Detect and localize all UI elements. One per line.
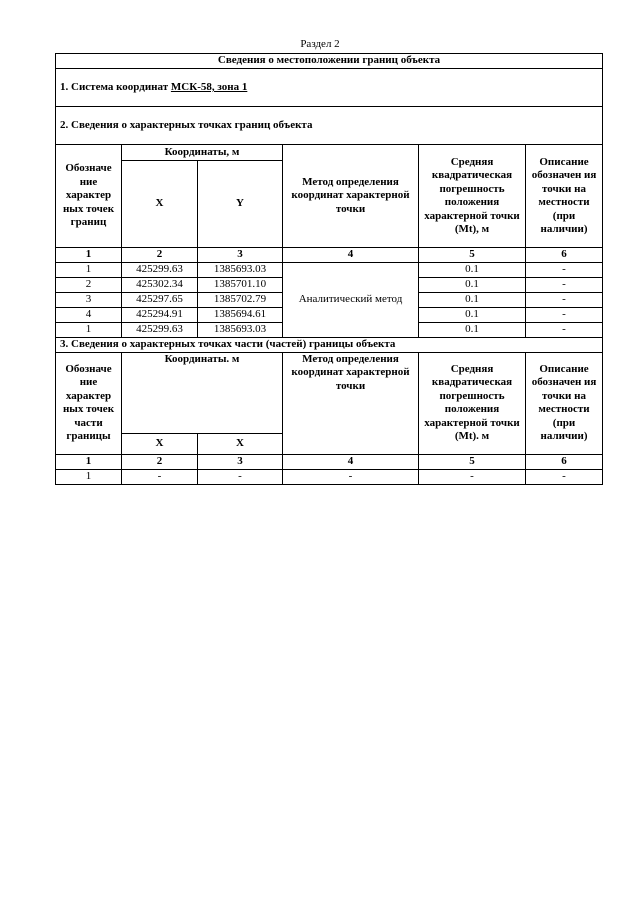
point-id: 1: [56, 323, 122, 338]
col-number: 3: [198, 248, 283, 263]
col-number: 4: [283, 454, 419, 469]
point-y: 1385702.79: [198, 293, 283, 308]
part-col-method-header: Метод определения координат характерной точки: [283, 352, 419, 454]
col-number: 5: [419, 454, 526, 469]
part-title: 3. Сведения о характерных точках части (частей) границы объекта: [56, 338, 603, 353]
part-point-x: -: [122, 469, 198, 484]
col-number: 6: [526, 248, 603, 263]
part-point-y: -: [198, 469, 283, 484]
part-col-description-header: Описание обозначен ия точки на местности (при наличии): [526, 352, 603, 454]
point-id: 3: [56, 293, 122, 308]
point-y: 1385694.61: [198, 308, 283, 323]
point-error: 0.1: [419, 263, 526, 278]
points-title: 2. Сведения о характерных точках границ объекта: [56, 107, 603, 145]
point-y: 1385693.03: [198, 263, 283, 278]
part-col-error-header: Средняя квадратическая погрешность положения характерной точки (Mt). м: [419, 352, 526, 454]
coord-system-value: МСК-58, зона 1: [170, 80, 248, 93]
point-error: 0.1: [419, 293, 526, 308]
col-designation-header: Обозначе ние характер ных точек границ: [56, 145, 122, 248]
part-col-coords-header: Координаты. м: [122, 352, 283, 433]
point-x: 425299.63: [122, 323, 198, 338]
point-description: -: [526, 263, 603, 278]
main-title: Сведения о местоположении границ объекта: [56, 54, 603, 69]
point-id: 2: [56, 278, 122, 293]
part-point-method: -: [283, 469, 419, 484]
col-number: 3: [198, 454, 283, 469]
part-col-x-header: X: [122, 433, 198, 454]
table-row: [56, 469, 603, 484]
col-number: 6: [526, 454, 603, 469]
part-point-id: 1: [56, 469, 122, 484]
col-number: 1: [56, 454, 122, 469]
point-error: 0.1: [419, 308, 526, 323]
part-col-y-header: X: [198, 433, 283, 454]
point-y: 1385693.03: [198, 323, 283, 338]
col-coords-header: Координаты, м: [122, 145, 283, 161]
point-x: 425297.65: [122, 293, 198, 308]
col-method-header: Метод определения координат характерной точки: [283, 145, 419, 248]
col-number: 2: [122, 454, 198, 469]
boundary-table: [55, 53, 603, 485]
point-id: 4: [56, 308, 122, 323]
point-x: 425294.91: [122, 308, 198, 323]
point-x: 425299.63: [122, 263, 198, 278]
col-y-header: Y: [198, 161, 283, 248]
coord-system-prefix: 1. Система координат: [60, 80, 171, 93]
col-error-header: Средняя квадратическая погрешность положения характерной точки (Mt), м: [419, 145, 526, 248]
point-description: -: [526, 323, 603, 338]
point-error: 0.1: [419, 278, 526, 293]
point-method: Аналитический метод: [283, 263, 419, 338]
col-number: 1: [56, 248, 122, 263]
col-description-header: Описание обозначен ия точки на местности (при наличии): [526, 145, 603, 248]
point-description: -: [526, 308, 603, 323]
table-row: [56, 263, 603, 278]
point-x: 425302.34: [122, 278, 198, 293]
part-point-description: -: [526, 469, 603, 484]
col-number: 4: [283, 248, 419, 263]
col-number: 2: [122, 248, 198, 263]
col-number: 5: [419, 248, 526, 263]
part-col-designation-header: Обозначе ние характер ных точек части границы: [56, 352, 122, 454]
point-description: -: [526, 293, 603, 308]
coord-system: [56, 69, 603, 107]
point-description: -: [526, 278, 603, 293]
point-id: 1: [56, 263, 122, 278]
point-y: 1385701.10: [198, 278, 283, 293]
part-point-error: -: [419, 469, 526, 484]
col-x-header: X: [122, 161, 198, 248]
point-error: 0.1: [419, 323, 526, 338]
section-title: Раздел 2: [300, 38, 340, 50]
